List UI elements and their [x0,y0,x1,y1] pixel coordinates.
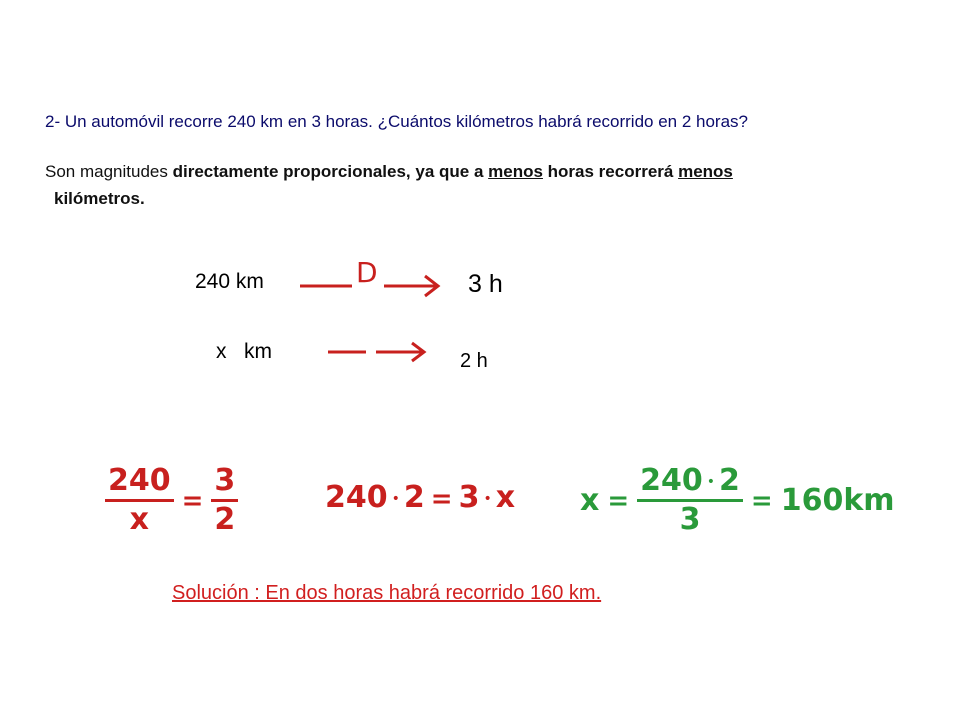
problem-statement: 2- Un automóvil recorre 240 km en 3 horas. ¿Cuántos kilómetros habrá recorrido en 2 horas? [45,112,749,131]
equals-sign: = [181,485,204,516]
explanation-line-1 [45,162,733,182]
solution-text: Solución : En dos horas habrá recorrido 160 km. [172,582,602,604]
explanation-underline-2: menos [678,162,733,181]
cross-multiplication-equation: 240 • 2 = 3 • x [325,480,516,515]
explanation-bold-1: directamente proporcionales, ya que a [172,162,489,181]
arrow-icon [326,340,436,364]
fraction-3-over-2: $\frac{3}{2}$ [211,466,238,535]
proportion-equation [105,463,238,537]
time-2h: 2 h [460,350,488,372]
explanation-line-2: kilómetros. [54,189,145,208]
explanation-bold-2: horas recorrerá [542,162,679,181]
fraction-240-over-x: $\frac{240}{x}$ [105,466,174,535]
quantity-240km: 240 km [195,270,264,293]
result-equation: x = $\frac{240 • 2}{3}$ = 160km [580,463,895,537]
time-3h: 3 h [468,270,503,298]
quantity-x-km: x km [216,340,272,363]
fraction-240x2-over-3: $\frac{240 • 2}{3}$ [637,466,743,535]
arrow-label-d: D [356,256,378,289]
explanation-underline-1: menos [488,162,543,181]
result-value: 160km [780,483,895,518]
explanation-prefix: Son magnitudes [45,162,173,181]
arrow-d-icon [298,256,448,306]
